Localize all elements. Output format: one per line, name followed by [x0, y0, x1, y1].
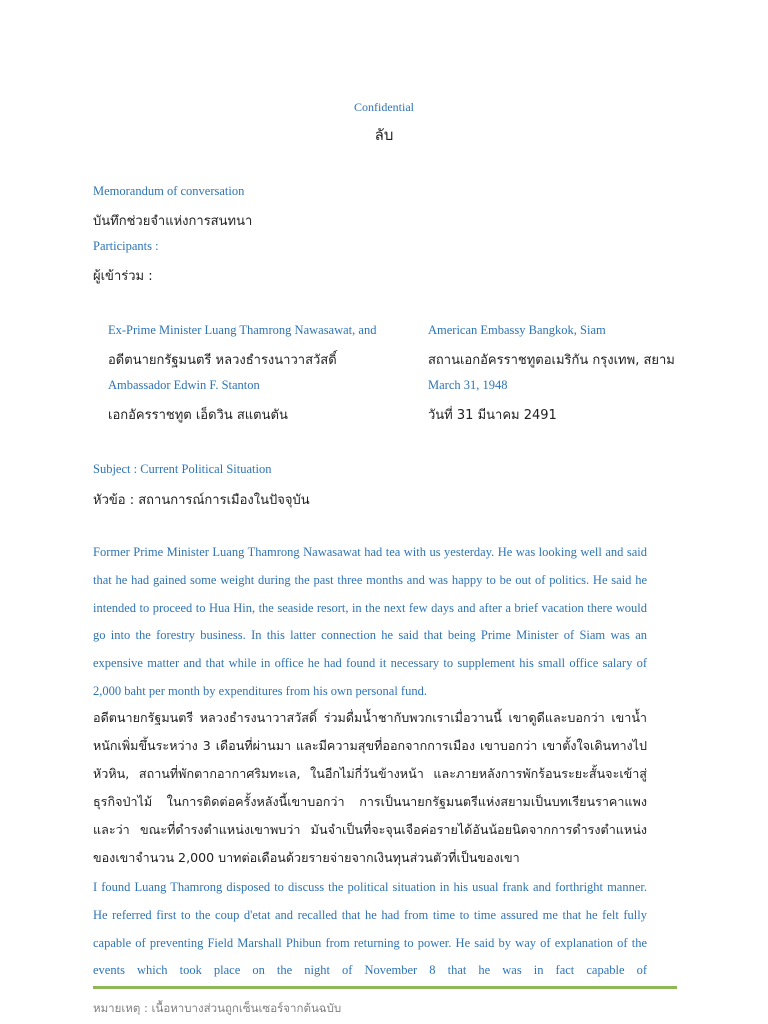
- participant-right-line2-th: วันที่ 31 มีนาคม 2491: [428, 408, 557, 423]
- footer-divider: [93, 986, 677, 989]
- footer-note: หมายเหตุ : เนื้อหาบางส่วนถูกเซ็นเซอร์จากต้นฉบับ: [93, 1001, 342, 1015]
- memo-title-th: บันทึกช่วยจำแห่งการสนทนา: [93, 214, 253, 229]
- body-paragraph-2-en: I found Luang Thamrong disposed to discuss the political situation in his usual frank and forthright manner. He referred first to the coup d'etat and recalled that he had from time to time assured me that he felt fully capable of preventing Field Marshall Phibun from returning to power. He said by way of explanation of the events which took place on the night of November 8 that he was in fact capable of: [93, 880, 647, 978]
- confidential-label-th: ลับ: [374, 128, 394, 144]
- memo-title-en: Memorandum of conversation: [93, 184, 245, 198]
- participant-right-line1-en: American Embassy Bangkok, Siam: [428, 323, 606, 337]
- body-paragraph-1-th: อดีตนายกรัฐมนตรี หลวงธำรงนาวาสวัสดิ์ ร่วมดื่มน้ำชากับพวกเราเมื่อวานนี้ เขาดูดีและบอกว่า เขาน้ำหนักเพิ่มขึ้นระหว่าง 3 เดือนที่ผ่านมา และมีความสุขที่ออกจากการเมือง เขาบอกว่า เขาตั้งใจเดินทางไปหัวหิน, สถานที่พักตากอากาศริมทะเล, ในอีกไม่กี่วันข้างหน้า และภายหลังการพักร้อนระยะสั้นจะเข้าสู่ธุรกิจป่าไม้ ในการติดต่อครั้งหลังนี้เขาบอกว่า การเป็นนายกรัฐมนตรีแห่งสยามเป็นบทเรียนราคาแพง และว่า ขณะที่ดำรงตำแหน่งเขาพบว่า มันจำเป็นที่จะจุนเจือค่อรายได้อันน้อยนิดจากการดำรงตำแหน่งของเขาจำนวน 2,000 บาทต่อเดือนด้วยรายจ่ายจากเงินทุนส่วนตัวที่เป็นของเขา: [93, 710, 647, 865]
- participants-label-th: ผู้เข้าร่วม :: [93, 269, 153, 284]
- participant-left-line1-en: Ex-Prime Minister Luang Thamrong Nawasawat, and: [108, 323, 377, 337]
- subject-en: Subject : Current Political Situation: [93, 462, 272, 476]
- participants-label-en: Participants :: [93, 239, 159, 253]
- participant-left-line2-th: เอกอัครราชทูต เอ็ดวิน สแตนตัน: [108, 408, 288, 423]
- confidential-label-en: Confidential: [354, 100, 414, 114]
- participant-left-line1-th: อดีตนายกรัฐมนตรี หลวงธำรงนาวาสวัสดิ์: [108, 353, 337, 368]
- body-paragraph-1-en: Former Prime Minister Luang Thamrong Nawasawat had tea with us yesterday. He was looking well and said that he had gained some weight during the past three months and was happy to be out of politics. He said he intended to proceed to Hua Hin, the seaside resort, in the next few days and after a brief vacation there would go into the forestry business. In this latter connection he said that being Prime Minister of Siam was an expensive matter and that while in office he had found it necessary to supplement his small office salary of 2,000 baht per month by expenditures from his own personal fund.: [93, 545, 647, 698]
- participant-left-line2-en: Ambassador Edwin F. Stanton: [108, 378, 260, 392]
- subject-th: หัวข้อ : สถานการณ์การเมืองในปัจจุบัน: [93, 493, 310, 508]
- participant-right-line1-th: สถานเอกอัครราชทูตอเมริกัน กรุงเทพ, สยาม: [428, 353, 675, 368]
- participant-right-line2-en: March 31, 1948: [428, 378, 508, 392]
